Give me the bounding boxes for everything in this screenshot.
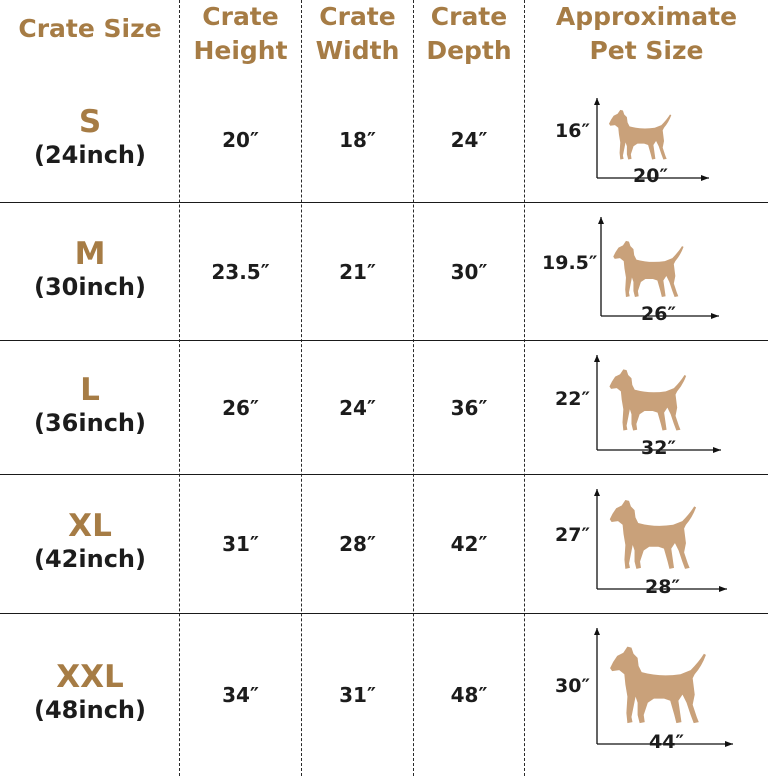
crate-width-value: 21″	[339, 259, 376, 284]
header-pet-size-line-2: Pet Size	[589, 36, 704, 65]
crate-depth-value: 42″	[450, 532, 488, 556]
pet-height-value: 27″	[555, 524, 590, 546]
crate-depth-value: 30″	[450, 259, 488, 284]
crate-size-inches: (42inch)	[34, 545, 146, 573]
crate-height-value: 23.5″	[211, 259, 270, 284]
crate-size-inches: (30inch)	[34, 272, 146, 301]
pet-length-value: 26″	[641, 303, 676, 325]
crate-size-inches: (36inch)	[34, 408, 146, 437]
header-crate-depth-line-1: Crate	[430, 2, 508, 31]
crate-height-value: 34″	[222, 683, 259, 707]
crate-height-value: 20″	[222, 128, 259, 152]
pet-height-value: 30″	[555, 675, 590, 697]
crate-size-letter: M	[74, 235, 106, 272]
arrow-up-icon	[594, 628, 600, 635]
crate-depth-value: 36″	[450, 395, 488, 420]
crate-depth-value: 48″	[450, 683, 488, 707]
crate-size-letter: XXL	[56, 659, 124, 695]
pet-length-value: 32″	[641, 437, 676, 459]
dog-silhouette-icon	[610, 647, 706, 724]
crate-width-value: 31″	[339, 683, 376, 707]
header-crate-width-line-1: Crate	[319, 2, 396, 31]
arrow-right-icon	[725, 741, 733, 747]
crate-depth-value: 24″	[450, 128, 488, 152]
header-pet-size-line-1: Approximate	[555, 2, 738, 31]
crate-width-value: 24″	[339, 395, 376, 420]
pet-length-value: 20″	[633, 165, 668, 187]
crate-width-value: 28″	[339, 532, 376, 556]
header-crate-size-line-1: Crate Size	[18, 14, 162, 43]
pet-height-value: 16″	[555, 120, 590, 142]
crate-height-value: 31″	[222, 532, 259, 556]
crate-size-inches: (24inch)	[34, 141, 146, 169]
header-crate-height-line-1: Crate	[202, 2, 279, 31]
crate-size-letter: S	[78, 104, 102, 140]
pet-height-value: 22″	[555, 387, 590, 410]
header-crate-depth-line-2: Depth	[426, 36, 512, 65]
crate-width-value: 18″	[339, 128, 376, 152]
crate-size-inches: (48inch)	[34, 696, 146, 724]
header-crate-height-line-2: Height	[193, 36, 288, 65]
pet-height-value: 19.5″	[542, 251, 598, 274]
header-crate-width-line-2: Width	[315, 36, 400, 65]
pet-length-value: 44″	[649, 731, 684, 753]
pet-length-value: 28″	[645, 576, 680, 598]
crate-size-letter: XL	[68, 508, 112, 544]
crate-size-letter: L	[80, 371, 100, 408]
crate-height-value: 26″	[222, 395, 259, 420]
